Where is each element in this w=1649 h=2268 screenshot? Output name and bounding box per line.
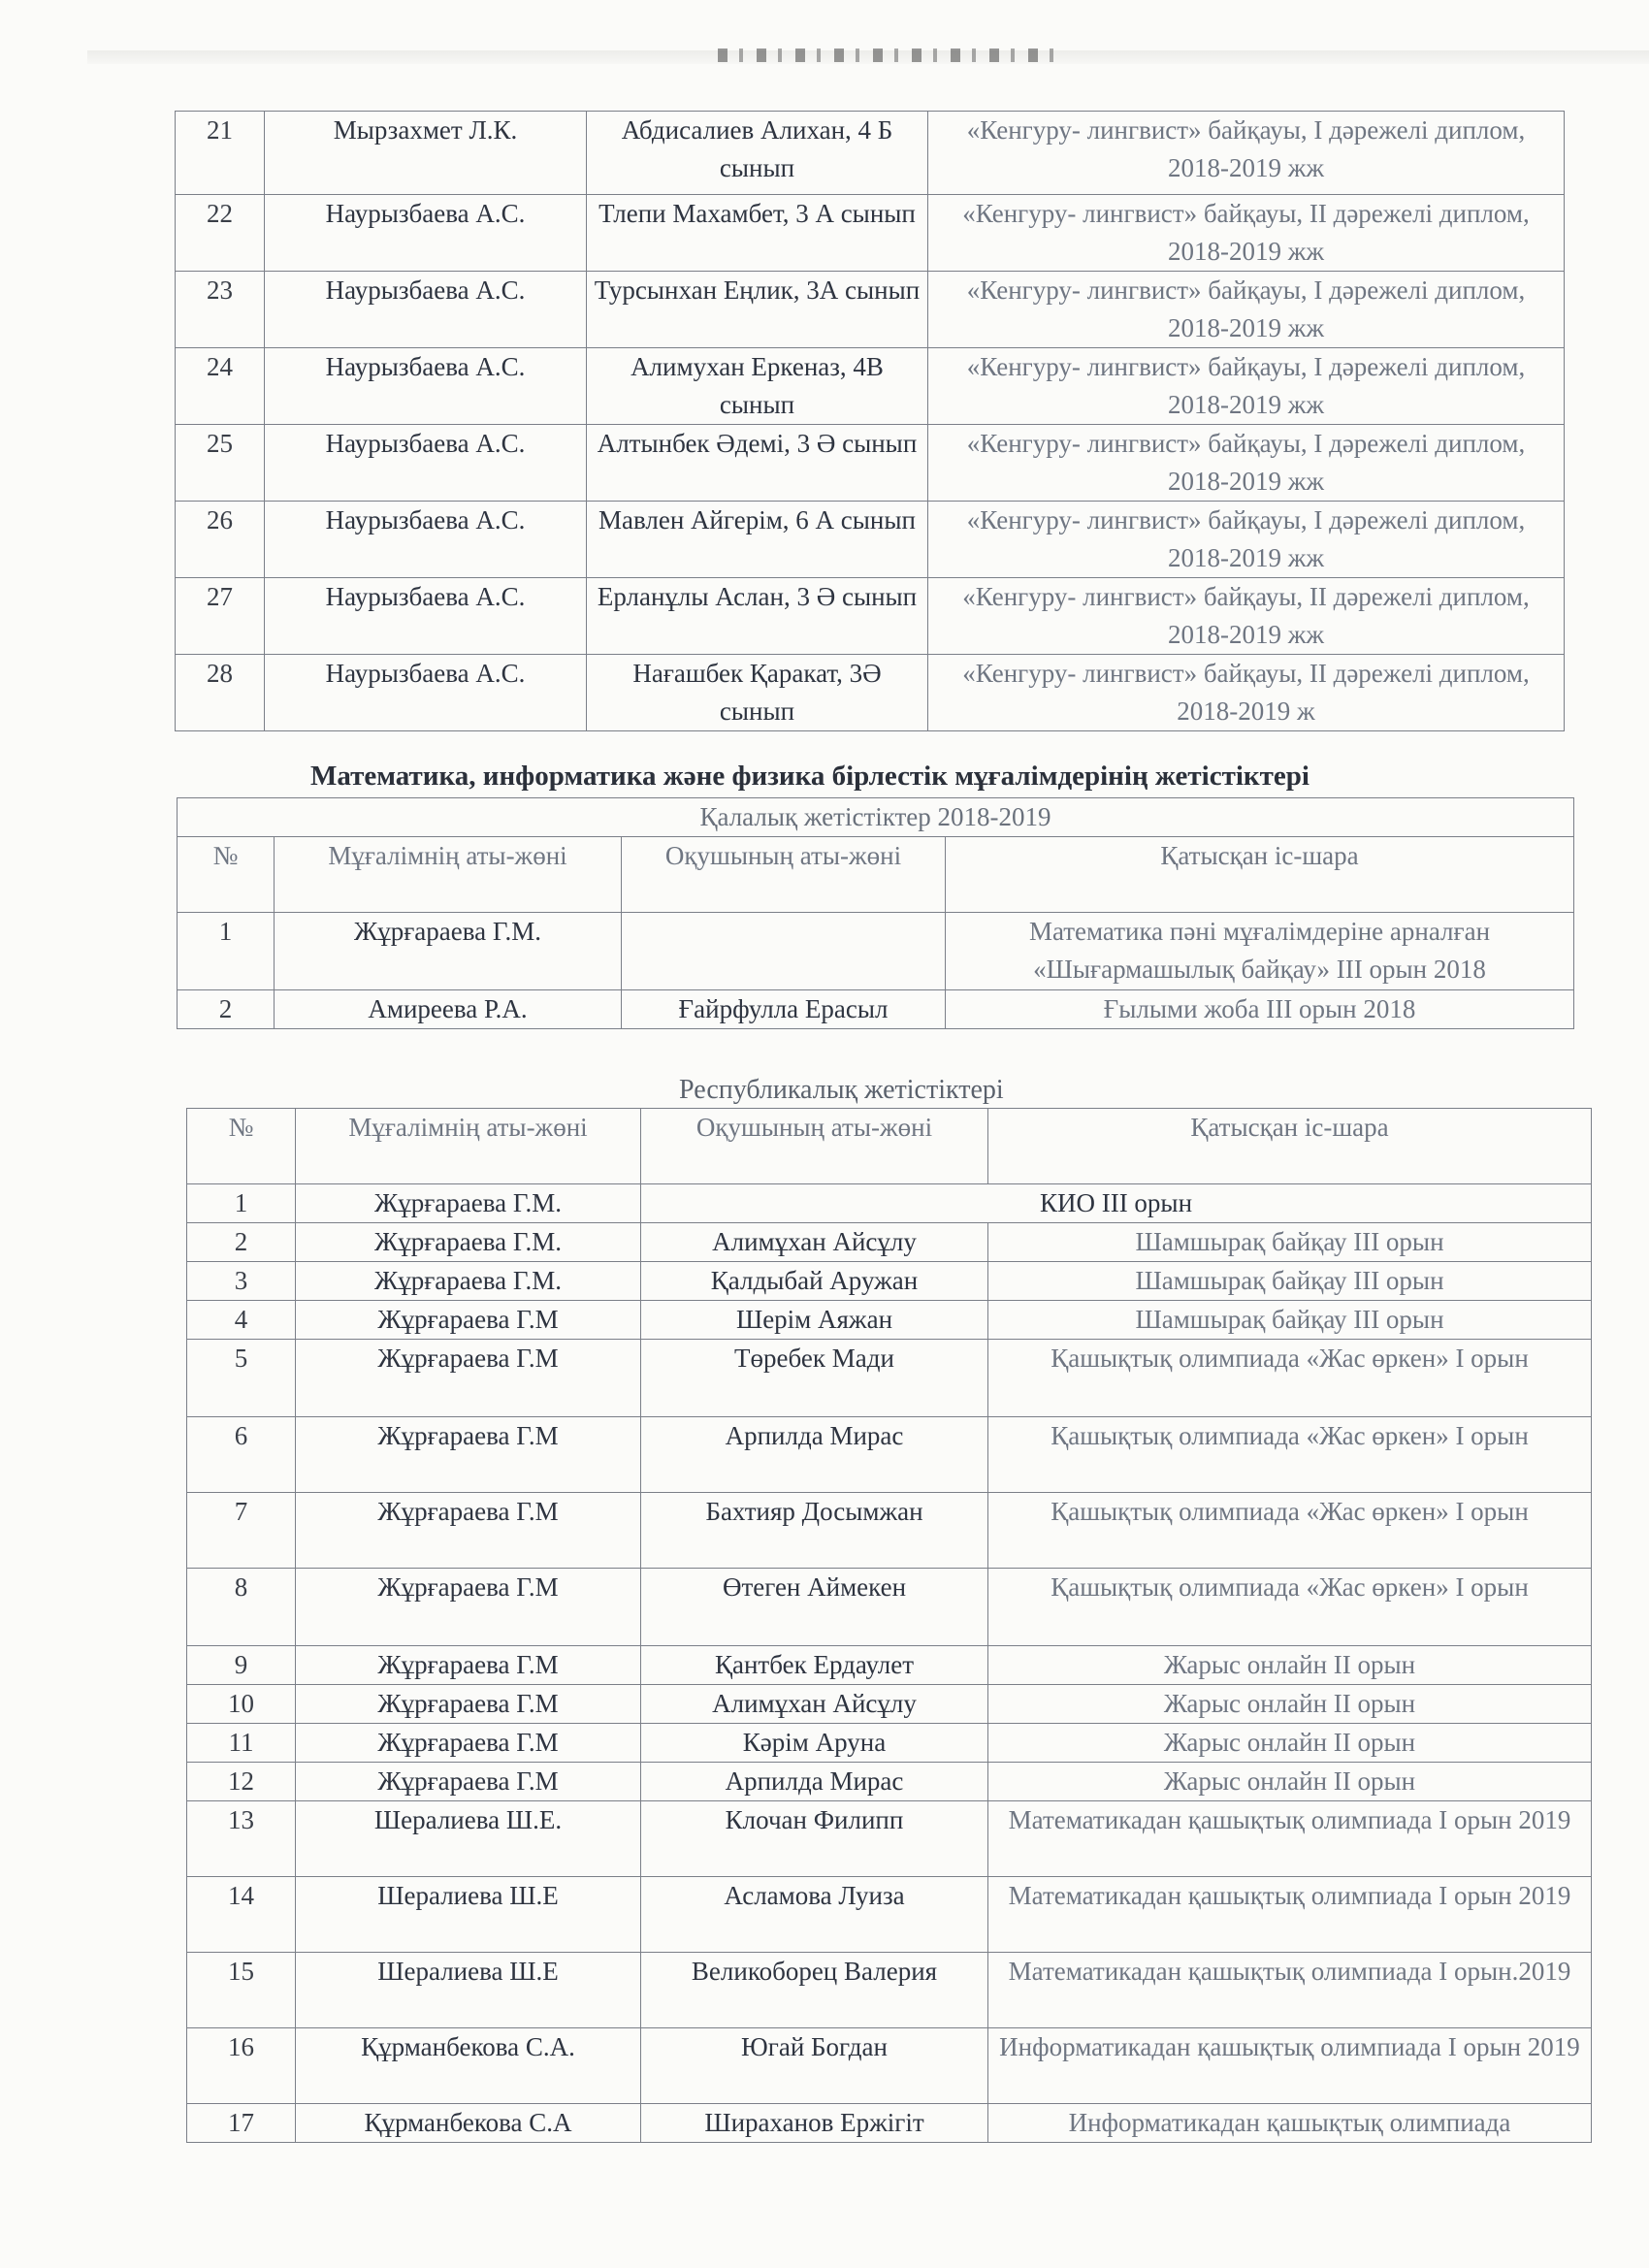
event-name: Жарыс онлайн II орын <box>988 1724 1592 1763</box>
teacher-name: Жұрғараева Г.М <box>296 1493 641 1569</box>
event-name: «Кенгуру- лингвист» байқауы, I дәрежелі диплом, 2018-2019 жж <box>928 502 1565 578</box>
teacher-name: Құрманбекова С.А <box>296 2104 641 2143</box>
row-number: 1 <box>178 913 275 990</box>
student-name: Алтынбек Әдемі, 3 Ә сынып <box>587 425 928 502</box>
student-name: Нағашбек Қаракат, 3Ә сынып <box>587 655 928 731</box>
teacher-name: Жұрғараева Г.М. <box>296 1184 641 1223</box>
table-row <box>187 1801 1592 1877</box>
student-name <box>622 913 946 990</box>
table-row <box>176 578 1565 655</box>
header-no: № <box>187 1109 296 1184</box>
table-row <box>187 1262 1592 1301</box>
city-table-title: Қалалық жетістіктер 2018-2019 <box>178 798 1574 837</box>
student-name: Қантбек Ердаулет <box>641 1646 988 1685</box>
row-number: 2 <box>187 1223 296 1262</box>
header-student: Оқушының аты-жөні <box>641 1109 988 1184</box>
student-name: Қалдыбай Аружан <box>641 1262 988 1301</box>
row-number: 7 <box>187 1493 296 1569</box>
table-row <box>187 1340 1592 1417</box>
header-event: Қатысқан іс-шара <box>988 1109 1592 1184</box>
table-row <box>176 425 1565 502</box>
student-name: Бахтияр Досымжан <box>641 1493 988 1569</box>
row-number: 5 <box>187 1340 296 1417</box>
teacher-name: Жұрғараева Г.М. <box>275 913 622 990</box>
table-row <box>176 655 1565 731</box>
event-name: Шамшырақ байқау III орын <box>988 1262 1592 1301</box>
table-row <box>187 1724 1592 1763</box>
teacher-name: Наурызбаева А.С. <box>265 348 587 425</box>
row-number: 28 <box>176 655 265 731</box>
header-event: Қатысқан іс-шара <box>946 837 1574 913</box>
event-name: Қашықтық олимпиада «Жас өркен» I орын <box>988 1340 1592 1417</box>
section-heading: Математика, информатика және физика бірлестік мұғалімдерінің жетістіктері <box>310 761 1310 792</box>
teacher-name: Жұрғараева Г.М <box>296 1763 641 1801</box>
event-name: Информатикадан қашықтық олимпиада <box>988 2104 1592 2143</box>
event-name: Ғылыми жоба III орын 2018 <box>946 990 1574 1029</box>
teacher-name: Құрманбекова С.А. <box>296 2028 641 2104</box>
row-number: 11 <box>187 1724 296 1763</box>
row-number: 8 <box>187 1569 296 1646</box>
header-teacher: Мұғалімнің аты-жөні <box>296 1109 641 1184</box>
republic-title: Республикалық жетістіктері <box>679 1075 1004 1105</box>
republic-achievements-table <box>186 1108 1592 2143</box>
table-row <box>176 195 1565 272</box>
table-row <box>187 1569 1592 1646</box>
table-row <box>187 2028 1592 2104</box>
teacher-name: Наурызбаева А.С. <box>265 195 587 272</box>
teacher-name: Наурызбаева А.С. <box>265 425 587 502</box>
row-number: 2 <box>178 990 275 1029</box>
student-name: Мавлен Айгерім, 6 А сынып <box>587 502 928 578</box>
teacher-name: Жұрғараева Г.М <box>296 1340 641 1417</box>
row-number: 10 <box>187 1685 296 1724</box>
student-name: Шираханов Ержігіт <box>641 2104 988 2143</box>
header-no: № <box>178 837 275 913</box>
table-row <box>176 348 1565 425</box>
teacher-name: Мырзахмет Л.К. <box>265 112 587 195</box>
student-name: Ерланұлы Аслан, 3 Ә сынып <box>587 578 928 655</box>
teacher-name: Амиреева Р.А. <box>275 990 622 1029</box>
row-number: 27 <box>176 578 265 655</box>
teacher-name: Наурызбаева А.С. <box>265 655 587 731</box>
row-number: 9 <box>187 1646 296 1685</box>
student-name: Великоборец Валерия <box>641 1953 988 2028</box>
event-name: Шамшырақ байқау III орын <box>988 1301 1592 1340</box>
student-name: Алимұхан Айсұлу <box>641 1223 988 1262</box>
table-row <box>187 1953 1592 2028</box>
student-name: Ғайрфулла Ерасыл <box>622 990 946 1029</box>
event-name: «Кенгуру- лингвист» байқауы, I дәрежелі диплом, 2018-2019 жж <box>928 272 1565 348</box>
event-name: «Кенгуру- лингвист» байқауы, II дәрежелі диплом, 2018-2019 жж <box>928 195 1565 272</box>
table-row <box>176 112 1565 195</box>
event-name: КИО III орын <box>641 1184 1592 1223</box>
teacher-name: Жұрғараева Г.М <box>296 1301 641 1340</box>
table-row <box>176 272 1565 348</box>
row-number: 25 <box>176 425 265 502</box>
table-row <box>187 1646 1592 1685</box>
event-name: Жарыс онлайн II орын <box>988 1763 1592 1801</box>
student-name: Асламова Луиза <box>641 1877 988 1953</box>
table-row <box>176 502 1565 578</box>
row-number: 26 <box>176 502 265 578</box>
student-name: Арпилда Мирас <box>641 1417 988 1493</box>
event-name: Математика пәні мұғалімдеріне арналған «Шығармашылық байқау» III орын 2018 <box>946 913 1574 990</box>
event-name: Жарыс онлайн II орын <box>988 1646 1592 1685</box>
teacher-name: Жұрғараева Г.М. <box>296 1223 641 1262</box>
row-number: 24 <box>176 348 265 425</box>
table-row <box>187 1301 1592 1340</box>
teacher-name: Жұрғараева Г.М <box>296 1685 641 1724</box>
event-name: Математикадан қашықтық олимпиада I орын 2019 <box>988 1877 1592 1953</box>
teacher-name: Жұрғараева Г.М <box>296 1646 641 1685</box>
table-row <box>178 913 1574 990</box>
table-row <box>187 1417 1592 1493</box>
table-row <box>187 1493 1592 1569</box>
row-number: 17 <box>187 2104 296 2143</box>
teacher-name: Шералиева Ш.Е. <box>296 1801 641 1877</box>
row-number: 6 <box>187 1417 296 1493</box>
row-number: 13 <box>187 1801 296 1877</box>
student-name: Алимұхан Айсұлу <box>641 1685 988 1724</box>
row-number: 21 <box>176 112 265 195</box>
event-name: Қашықтық олимпиада «Жас өркен» I орын <box>988 1493 1592 1569</box>
event-name: «Кенгуру- лингвист» байқауы, II дәрежелі диплом, 2018-2019 жж <box>928 578 1565 655</box>
row-number: 14 <box>187 1877 296 1953</box>
teacher-name: Жұрғараева Г.М <box>296 1724 641 1763</box>
row-number: 1 <box>187 1184 296 1223</box>
teacher-name: Жұрғараева Г.М <box>296 1417 641 1493</box>
student-name: Тлепи Махамбет, 3 А сынып <box>587 195 928 272</box>
student-name: Турсынхан Еңлик, 3А сынып <box>587 272 928 348</box>
teacher-name: Жұрғараева Г.М <box>296 1569 641 1646</box>
student-name: Шерім Аяжан <box>641 1301 988 1340</box>
event-name: Қашықтық олимпиада «Жас өркен» I орын <box>988 1569 1592 1646</box>
event-name: «Кенгуру- лингвист» байқауы, II дәрежелі диплом, 2018-2019 ж <box>928 655 1565 731</box>
teacher-name: Наурызбаева А.С. <box>265 578 587 655</box>
row-number: 4 <box>187 1301 296 1340</box>
event-name: Математикадан қашықтық олимпиада I орын.2019 <box>988 1953 1592 2028</box>
table-row <box>187 1877 1592 1953</box>
row-number: 12 <box>187 1763 296 1801</box>
table-row <box>187 1763 1592 1801</box>
teacher-name: Наурызбаева А.С. <box>265 502 587 578</box>
event-name: «Кенгуру- лингвист» байқауы, I дәрежелі диплом, 2018-2019 жж <box>928 348 1565 425</box>
top-achievements-table <box>175 111 1565 731</box>
event-name: «Кенгуру- лингвист» байқауы, I дәрежелі диплом, 2018-2019 жж <box>928 112 1565 195</box>
student-name: Кәрім Аруна <box>641 1724 988 1763</box>
student-name: Алимухан Еркеназ, 4В сынып <box>587 348 928 425</box>
teacher-name: Наурызбаева А.С. <box>265 272 587 348</box>
teacher-name: Шералиева Ш.Е <box>296 1877 641 1953</box>
row-number: 15 <box>187 1953 296 2028</box>
row-number: 16 <box>187 2028 296 2104</box>
table-row <box>178 990 1574 1029</box>
row-number: 23 <box>176 272 265 348</box>
table-row <box>187 2104 1592 2143</box>
city-achievements-table <box>177 797 1574 1029</box>
student-name: Клочан Филипп <box>641 1801 988 1877</box>
row-number: 3 <box>187 1262 296 1301</box>
student-name: Өтеген Аймекен <box>641 1569 988 1646</box>
scan-header-marks <box>718 49 1067 62</box>
event-name: Информатикадан қашықтық олимпиада I орын 2019 <box>988 2028 1592 2104</box>
header-teacher: Мұғалімнің аты-жөні <box>275 837 622 913</box>
event-name: Математикадан қашықтық олимпиада I орын 2019 <box>988 1801 1592 1877</box>
table-row <box>187 1685 1592 1724</box>
row-number: 22 <box>176 195 265 272</box>
teacher-name: Жұрғараева Г.М. <box>296 1262 641 1301</box>
event-name: Қашықтық олимпиада «Жас өркен» I орын <box>988 1417 1592 1493</box>
table-row <box>187 1223 1592 1262</box>
student-name: Төребек Мади <box>641 1340 988 1417</box>
event-name: Шамшырақ байқау III орын <box>988 1223 1592 1262</box>
student-name: Абдисалиев Алихан, 4 Б сынып <box>587 112 928 195</box>
event-name: Жарыс онлайн II орын <box>988 1685 1592 1724</box>
teacher-name: Шералиева Ш.Е <box>296 1953 641 2028</box>
student-name: Югай Богдан <box>641 2028 988 2104</box>
header-student: Оқушының аты-жөні <box>622 837 946 913</box>
student-name: Арпилда Мирас <box>641 1763 988 1801</box>
event-name: «Кенгуру- лингвист» байқауы, I дәрежелі диплом, 2018-2019 жж <box>928 425 1565 502</box>
